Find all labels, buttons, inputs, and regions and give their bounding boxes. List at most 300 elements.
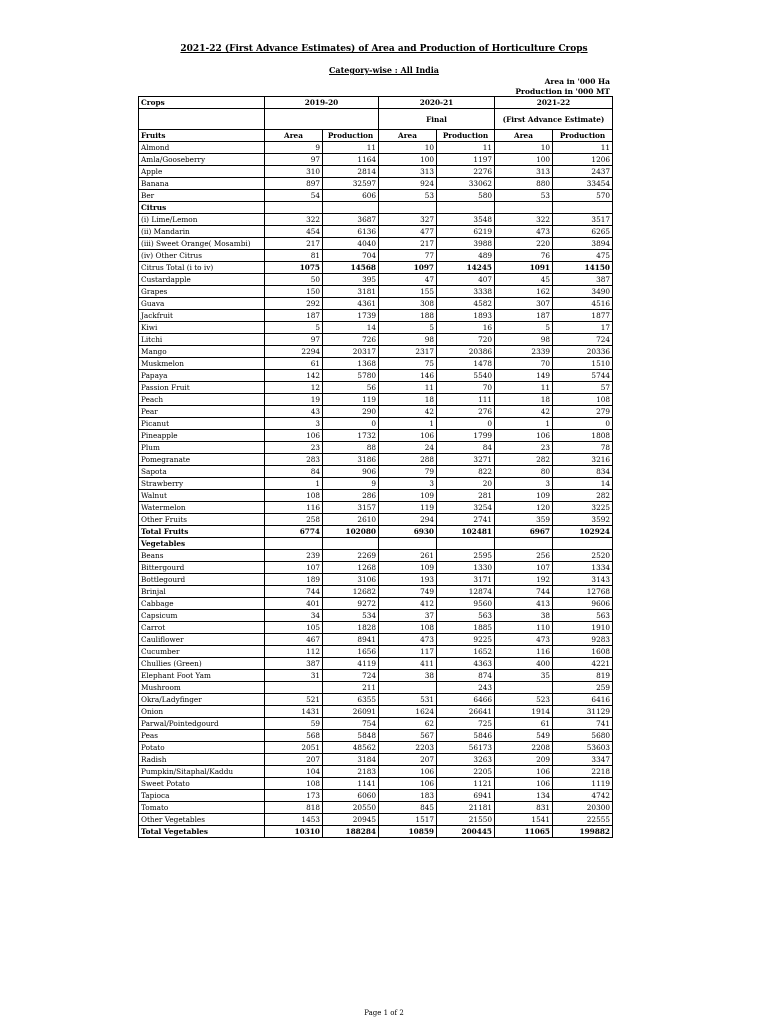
crop-name-cell: Brinjal xyxy=(139,586,265,598)
production-cell: Production xyxy=(553,130,613,142)
area-cell: 467 xyxy=(265,634,323,646)
area-cell: 77 xyxy=(379,250,437,262)
table-row xyxy=(139,502,613,514)
area-cell: 6967 xyxy=(495,526,553,538)
area-cell: 217 xyxy=(379,238,437,250)
area-cell: 209 xyxy=(495,754,553,766)
production-cell: 3988 xyxy=(437,238,495,250)
table-row xyxy=(139,298,613,310)
crop-name-cell: Apple xyxy=(139,166,265,178)
production-cell xyxy=(323,202,379,214)
production-cell: 1828 xyxy=(323,622,379,634)
area-cell: 59 xyxy=(265,718,323,730)
area-cell: 150 xyxy=(265,286,323,298)
production-cell: 290 xyxy=(323,406,379,418)
area-cell xyxy=(379,682,437,694)
production-cell: 9560 xyxy=(437,598,495,610)
production-cell: 720 xyxy=(437,334,495,346)
area-cell xyxy=(265,202,323,214)
crop-name-cell: Beans xyxy=(139,550,265,562)
area-cell: 162 xyxy=(495,286,553,298)
production-cell: 834 xyxy=(553,466,613,478)
section-header-row xyxy=(139,130,613,142)
table-row xyxy=(139,454,613,466)
area-cell: 1075 xyxy=(265,262,323,274)
area-cell: 24 xyxy=(379,442,437,454)
crop-name-cell: Custardapple xyxy=(139,274,265,286)
production-cell: 3548 xyxy=(437,214,495,226)
area-cell: 109 xyxy=(379,562,437,574)
area-cell: 3 xyxy=(379,478,437,490)
production-cell xyxy=(553,202,613,214)
area-cell xyxy=(379,202,437,214)
production-cell: 14245 xyxy=(437,262,495,274)
production-cell: 395 xyxy=(323,274,379,286)
production-cell: 88 xyxy=(323,442,379,454)
production-cell: 1799 xyxy=(437,430,495,442)
production-cell: 21550 xyxy=(437,814,495,826)
crop-name-cell: Bittergourd xyxy=(139,562,265,574)
area-cell: 239 xyxy=(265,550,323,562)
area-cell: 70 xyxy=(495,358,553,370)
area-cell: 106 xyxy=(495,778,553,790)
area-cell: 744 xyxy=(495,586,553,598)
area-cell: 120 xyxy=(495,502,553,514)
production-cell: 387 xyxy=(553,274,613,286)
area-cell xyxy=(495,538,553,550)
production-cell: 9606 xyxy=(553,598,613,610)
production-cell: 243 xyxy=(437,682,495,694)
area-cell: 81 xyxy=(265,250,323,262)
production-cell: 281 xyxy=(437,490,495,502)
status-blank-cell xyxy=(139,109,265,130)
production-cell: 1885 xyxy=(437,622,495,634)
production-cell: Production xyxy=(323,130,379,142)
group-header-row xyxy=(139,538,613,550)
crop-name-cell: Cabbage xyxy=(139,598,265,610)
production-cell xyxy=(437,202,495,214)
production-cell: 489 xyxy=(437,250,495,262)
area-cell: 188 xyxy=(379,310,437,322)
production-cell: 33062 xyxy=(437,178,495,190)
crop-name-cell: Picanut xyxy=(139,418,265,430)
production-cell: 4221 xyxy=(553,658,613,670)
table-row xyxy=(139,262,613,274)
crop-name-cell: Cucumber xyxy=(139,646,265,658)
production-cell: 56 xyxy=(323,382,379,394)
area-cell: 1914 xyxy=(495,706,553,718)
area-cell: 313 xyxy=(379,166,437,178)
table-row xyxy=(139,814,613,826)
production-cell: 906 xyxy=(323,466,379,478)
table-row xyxy=(139,370,613,382)
area-cell: 35 xyxy=(495,670,553,682)
area-cell: 1541 xyxy=(495,814,553,826)
area-cell: 1 xyxy=(379,418,437,430)
area-cell: 155 xyxy=(379,286,437,298)
area-cell: 119 xyxy=(379,502,437,514)
area-cell: 106 xyxy=(379,430,437,442)
table-row xyxy=(139,274,613,286)
area-cell: 261 xyxy=(379,550,437,562)
area-cell: 54 xyxy=(265,190,323,202)
production-cell: 3225 xyxy=(553,502,613,514)
area-cell: 108 xyxy=(379,622,437,634)
production-cell: 3592 xyxy=(553,514,613,526)
area-cell: 818 xyxy=(265,802,323,814)
production-cell: 1608 xyxy=(553,646,613,658)
production-cell: 724 xyxy=(323,670,379,682)
table-row xyxy=(139,178,613,190)
production-cell: 8941 xyxy=(323,634,379,646)
production-cell: 9225 xyxy=(437,634,495,646)
area-cell: 100 xyxy=(379,154,437,166)
production-cell: 5846 xyxy=(437,730,495,742)
area-cell: 117 xyxy=(379,646,437,658)
table-row xyxy=(139,754,613,766)
crop-name-cell: Citrus Total (i to iv) xyxy=(139,262,265,274)
production-cell: 724 xyxy=(553,334,613,346)
area-cell: 523 xyxy=(495,694,553,706)
area-cell: 146 xyxy=(379,370,437,382)
production-cell: 2610 xyxy=(323,514,379,526)
area-cell: 294 xyxy=(379,514,437,526)
production-cell: 111 xyxy=(437,394,495,406)
area-cell: 187 xyxy=(495,310,553,322)
area-cell: 400 xyxy=(495,658,553,670)
table-row xyxy=(139,658,613,670)
production-cell: 6136 xyxy=(323,226,379,238)
table-row xyxy=(139,190,613,202)
table-row xyxy=(139,574,613,586)
production-cell: 5680 xyxy=(553,730,613,742)
year-2021-22-status: (First Advance Estimate) xyxy=(495,109,613,130)
area-cell: 11065 xyxy=(495,826,553,838)
production-cell: 3186 xyxy=(323,454,379,466)
production-cell: 6265 xyxy=(553,226,613,238)
area-cell: 75 xyxy=(379,358,437,370)
area-cell: 37 xyxy=(379,610,437,622)
table-row xyxy=(139,478,613,490)
production-cell: 725 xyxy=(437,718,495,730)
production-cell: 606 xyxy=(323,190,379,202)
area-cell: 50 xyxy=(265,274,323,286)
production-cell: 3687 xyxy=(323,214,379,226)
area-cell: 2317 xyxy=(379,346,437,358)
production-cell: 2183 xyxy=(323,766,379,778)
area-cell: 2208 xyxy=(495,742,553,754)
production-unit-note: Production in '000 MT xyxy=(515,87,610,96)
production-cell: 1206 xyxy=(553,154,613,166)
area-cell: 149 xyxy=(495,370,553,382)
production-cell: 4363 xyxy=(437,658,495,670)
crop-name-cell: Potato xyxy=(139,742,265,754)
table-row xyxy=(139,550,613,562)
area-cell: 256 xyxy=(495,550,553,562)
area-cell: 308 xyxy=(379,298,437,310)
production-cell: 102080 xyxy=(323,526,379,538)
production-cell: 3338 xyxy=(437,286,495,298)
area-cell: 42 xyxy=(495,406,553,418)
area-cell: 112 xyxy=(265,646,323,658)
production-cell: 102481 xyxy=(437,526,495,538)
area-cell: 61 xyxy=(265,358,323,370)
production-cell: 6355 xyxy=(323,694,379,706)
production-cell: 26091 xyxy=(323,706,379,718)
area-cell: 10859 xyxy=(379,826,437,838)
production-cell: 754 xyxy=(323,718,379,730)
production-cell: 3517 xyxy=(553,214,613,226)
production-cell: 1478 xyxy=(437,358,495,370)
area-cell: 1517 xyxy=(379,814,437,826)
area-cell: 98 xyxy=(379,334,437,346)
area-cell: 116 xyxy=(265,502,323,514)
production-cell: 570 xyxy=(553,190,613,202)
crop-name-cell: (ii) Mandarin xyxy=(139,226,265,238)
crop-name-cell: Vegetables xyxy=(139,538,265,550)
area-cell: 473 xyxy=(495,226,553,238)
area-cell xyxy=(495,682,553,694)
year-2021-22-header: 2021-22 xyxy=(495,97,613,109)
table-row xyxy=(139,646,613,658)
production-cell: 1910 xyxy=(553,622,613,634)
total-row xyxy=(139,526,613,538)
table-row xyxy=(139,442,613,454)
area-cell: Area xyxy=(379,130,437,142)
production-cell: 1334 xyxy=(553,562,613,574)
crops-column-header: Crops xyxy=(139,97,265,109)
area-cell: Area xyxy=(265,130,323,142)
table-header-row xyxy=(139,97,613,109)
table-row xyxy=(139,250,613,262)
area-cell: 413 xyxy=(495,598,553,610)
area-cell xyxy=(265,682,323,694)
production-cell: 2520 xyxy=(553,550,613,562)
crop-name-cell: Pear xyxy=(139,406,265,418)
table-row xyxy=(139,670,613,682)
production-cell: 4119 xyxy=(323,658,379,670)
area-cell: 116 xyxy=(495,646,553,658)
area-cell: 3 xyxy=(495,478,553,490)
production-cell: 33454 xyxy=(553,178,613,190)
area-cell: 5 xyxy=(379,322,437,334)
area-cell: 283 xyxy=(265,454,323,466)
area-cell xyxy=(379,538,437,550)
production-cell: 2205 xyxy=(437,766,495,778)
table-row xyxy=(139,778,613,790)
production-cell: 822 xyxy=(437,466,495,478)
production-cell: 70 xyxy=(437,382,495,394)
crop-name-cell: Mango xyxy=(139,346,265,358)
production-cell xyxy=(437,538,495,550)
area-cell: 307 xyxy=(495,298,553,310)
production-cell: 3157 xyxy=(323,502,379,514)
production-cell: 20 xyxy=(437,478,495,490)
crop-name-cell: Strawberry xyxy=(139,478,265,490)
crop-name-cell: Kiwi xyxy=(139,322,265,334)
production-cell: 3271 xyxy=(437,454,495,466)
crop-name-cell: Other Vegetables xyxy=(139,814,265,826)
area-cell: 31 xyxy=(265,670,323,682)
area-cell: 5 xyxy=(495,322,553,334)
production-cell: 11 xyxy=(323,142,379,154)
area-cell: 1 xyxy=(265,478,323,490)
production-cell: 1197 xyxy=(437,154,495,166)
table-row xyxy=(139,166,613,178)
area-cell: 2051 xyxy=(265,742,323,754)
area-cell: 220 xyxy=(495,238,553,250)
production-cell: 78 xyxy=(553,442,613,454)
crop-name-cell: Walnut xyxy=(139,490,265,502)
area-cell: 23 xyxy=(265,442,323,454)
production-cell: 12768 xyxy=(553,586,613,598)
area-cell: 45 xyxy=(495,274,553,286)
area-cell: 207 xyxy=(265,754,323,766)
production-cell: 22555 xyxy=(553,814,613,826)
area-cell: 9 xyxy=(265,142,323,154)
production-cell: 6219 xyxy=(437,226,495,238)
area-cell xyxy=(265,538,323,550)
production-cell: 14 xyxy=(323,322,379,334)
production-cell: 20336 xyxy=(553,346,613,358)
production-cell: 279 xyxy=(553,406,613,418)
area-cell: 11 xyxy=(495,382,553,394)
area-cell: 322 xyxy=(265,214,323,226)
production-cell: 704 xyxy=(323,250,379,262)
crop-name-cell: Elephant Foot Yam xyxy=(139,670,265,682)
table-row xyxy=(139,622,613,634)
production-cell: 4516 xyxy=(553,298,613,310)
production-cell: 188284 xyxy=(323,826,379,838)
production-cell: 31129 xyxy=(553,706,613,718)
production-cell: 407 xyxy=(437,274,495,286)
crop-name-cell: Total Fruits xyxy=(139,526,265,538)
area-cell: 34 xyxy=(265,610,323,622)
area-cell: 53 xyxy=(495,190,553,202)
area-cell: 831 xyxy=(495,802,553,814)
production-cell: 12874 xyxy=(437,586,495,598)
production-cell: 26641 xyxy=(437,706,495,718)
production-cell: 5848 xyxy=(323,730,379,742)
status-blank-cell xyxy=(265,109,379,130)
crop-name-cell: Capsicum xyxy=(139,610,265,622)
production-cell: 6060 xyxy=(323,790,379,802)
area-cell: 207 xyxy=(379,754,437,766)
production-cell: 286 xyxy=(323,490,379,502)
area-cell: 109 xyxy=(379,490,437,502)
production-cell: 108 xyxy=(553,394,613,406)
production-cell: 2276 xyxy=(437,166,495,178)
production-cell: 3184 xyxy=(323,754,379,766)
production-cell: 56173 xyxy=(437,742,495,754)
crop-name-cell: Litchi xyxy=(139,334,265,346)
area-cell: 134 xyxy=(495,790,553,802)
production-cell: 3181 xyxy=(323,286,379,298)
crop-name-cell: Pomegranate xyxy=(139,454,265,466)
production-cell: 200445 xyxy=(437,826,495,838)
production-cell: 102924 xyxy=(553,526,613,538)
area-cell: 38 xyxy=(379,670,437,682)
crop-name-cell: Pumpkin/Sitaphal/Kaddu xyxy=(139,766,265,778)
production-cell: 211 xyxy=(323,682,379,694)
table-row xyxy=(139,334,613,346)
production-cell: 3106 xyxy=(323,574,379,586)
table-status-row xyxy=(139,109,613,130)
production-cell: 3216 xyxy=(553,454,613,466)
area-cell: 5 xyxy=(265,322,323,334)
table-row xyxy=(139,514,613,526)
production-cell: 475 xyxy=(553,250,613,262)
table-row xyxy=(139,742,613,754)
area-cell: 292 xyxy=(265,298,323,310)
table-row xyxy=(139,286,613,298)
horticulture-crops-table xyxy=(138,96,613,838)
crop-name-cell: Pineapple xyxy=(139,430,265,442)
production-cell: 20386 xyxy=(437,346,495,358)
crop-name-cell: Sapota xyxy=(139,466,265,478)
production-cell xyxy=(323,538,379,550)
production-cell: 3894 xyxy=(553,238,613,250)
area-cell: 744 xyxy=(265,586,323,598)
table-row xyxy=(139,610,613,622)
table-row xyxy=(139,730,613,742)
production-cell: 3490 xyxy=(553,286,613,298)
crop-name-cell: Citrus xyxy=(139,202,265,214)
area-cell: 192 xyxy=(495,574,553,586)
table-row xyxy=(139,322,613,334)
production-cell: 1656 xyxy=(323,646,379,658)
crop-name-cell: Radish xyxy=(139,754,265,766)
area-cell: 62 xyxy=(379,718,437,730)
production-cell: 3254 xyxy=(437,502,495,514)
table-row xyxy=(139,358,613,370)
crop-name-cell: Jackfruit xyxy=(139,310,265,322)
production-cell: 1893 xyxy=(437,310,495,322)
crop-name-cell: Passion Fruit xyxy=(139,382,265,394)
area-cell: 401 xyxy=(265,598,323,610)
crop-name-cell: Grapes xyxy=(139,286,265,298)
production-cell: 4582 xyxy=(437,298,495,310)
area-cell: 98 xyxy=(495,334,553,346)
area-cell: 18 xyxy=(495,394,553,406)
crop-name-cell: Ber xyxy=(139,190,265,202)
area-cell: 76 xyxy=(495,250,553,262)
production-cell: 12682 xyxy=(323,586,379,598)
area-cell: 568 xyxy=(265,730,323,742)
production-cell: 819 xyxy=(553,670,613,682)
production-cell: 563 xyxy=(437,610,495,622)
production-cell: 1808 xyxy=(553,430,613,442)
crop-name-cell: Peach xyxy=(139,394,265,406)
crop-name-cell: Plum xyxy=(139,442,265,454)
area-cell: Area xyxy=(495,130,553,142)
area-cell: 217 xyxy=(265,238,323,250)
production-cell: 534 xyxy=(323,610,379,622)
production-cell: 3347 xyxy=(553,754,613,766)
area-cell: 19 xyxy=(265,394,323,406)
table-row xyxy=(139,226,613,238)
production-cell: 276 xyxy=(437,406,495,418)
area-cell: 84 xyxy=(265,466,323,478)
area-cell: 97 xyxy=(265,154,323,166)
production-cell: 2269 xyxy=(323,550,379,562)
table-row xyxy=(139,238,613,250)
crop-name-cell: Mushroom xyxy=(139,682,265,694)
area-cell: 313 xyxy=(495,166,553,178)
production-cell: 5780 xyxy=(323,370,379,382)
area-cell: 110 xyxy=(495,622,553,634)
area-cell: 2203 xyxy=(379,742,437,754)
